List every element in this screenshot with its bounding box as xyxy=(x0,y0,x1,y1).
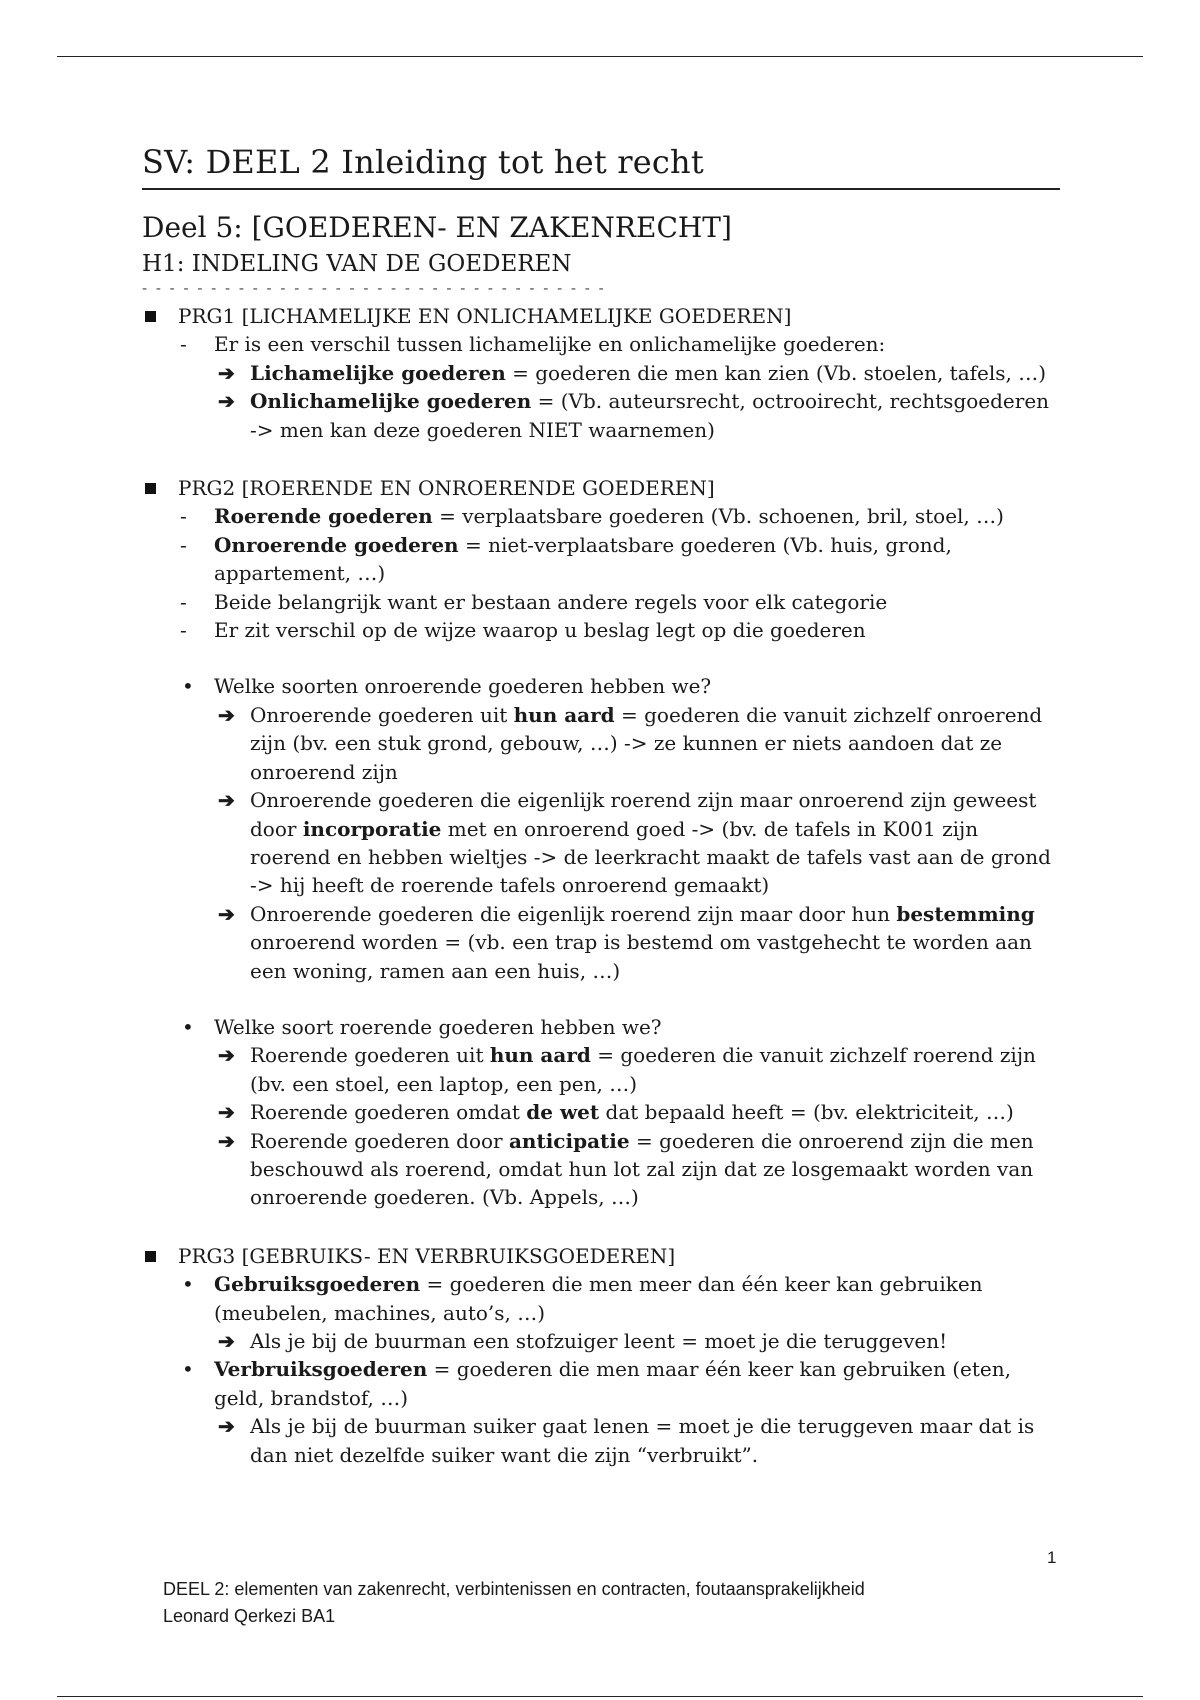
list-item: • Welke soort roerende goederen hebben we? xyxy=(142,1013,1060,1041)
dashed-separator: - - - - - - - - - - - - - - - - - - - - - - - - - - - - - - - - - - xyxy=(142,279,606,297)
list-item: ➔ Roerende goederen omdat de wet dat bepaald heeft = (bv. elektriciteit, …) xyxy=(142,1098,1060,1126)
chapter-heading: H1: INDELING VAN DE GOEDEREN xyxy=(142,251,572,277)
list-item: • Verbruiksgoederen = goederen die men maar één keer kan gebruiken (eten, geld, brandstof, …) xyxy=(182,1357,1011,1410)
dash-marker: - xyxy=(180,618,187,643)
square-bullet-icon xyxy=(145,483,156,494)
arrow-icon: ➔ xyxy=(218,788,235,813)
top-rule xyxy=(57,56,1143,57)
footer-line-course: DEEL 2: elementen van zakenrecht, verbintenissen en contracten, foutaansprakelijkheid xyxy=(163,1579,865,1599)
arrow-icon: ➔ xyxy=(218,1414,235,1439)
arrow-icon: ➔ xyxy=(218,1329,235,1353)
list-item: ➔ Lichamelijke goederen = goederen die men kan zien (Vb. stoelen, tafels, …) xyxy=(142,359,1060,387)
section-heading-prg2 xyxy=(142,474,1060,502)
document-title: SV: DEEL 2 Inleiding tot het recht xyxy=(142,140,1060,190)
list-item: ➔ Roerende goederen uit hun aard = goederen die vanuit zichzelf roerend zijn (bv. een stoel, een laptop, een pen, …) xyxy=(218,1043,1036,1096)
list-item: - Er is een verschil tussen lichamelijke en onlichamelijke goederen: xyxy=(142,330,1060,358)
list-item: - Onroerende goederen = niet-verplaatsbare goederen (Vb. huis, grond, appartement, …) xyxy=(180,532,952,586)
list-item: • Welke soorten onroerende goederen hebben we? xyxy=(142,672,1060,700)
arrow-icon: ➔ xyxy=(218,1128,235,1153)
arrow-icon: ➔ xyxy=(218,1043,235,1068)
arrow-icon: ➔ xyxy=(218,1100,235,1125)
dash-marker: - xyxy=(180,589,187,614)
arrow-icon: ➔ xyxy=(218,901,235,926)
bullet-icon: • xyxy=(182,1357,194,1382)
section-heading-prg3 xyxy=(142,1242,1060,1270)
square-bullet-icon xyxy=(145,311,156,322)
arrow-icon: ➔ xyxy=(218,360,235,385)
list-item: ➔ Roerende goederen door anticipatie = goederen die onroerend zijn die men beschouwd als roerend, omdat hun lot zal zijn dat ze losgemaakt worden van onroerende goederen. (Vb. Appels, …) xyxy=(218,1128,1034,1210)
bullet-icon: • xyxy=(182,674,194,699)
list-item: - Roerende goederen = verplaatsbare goederen (Vb. schoenen, bril, stoel, …) xyxy=(142,502,1060,530)
list-item: • Gebruiksgoederen = goederen die men meer dan één keer kan gebruiken (meubelen, machines, auto’s, …) xyxy=(182,1272,983,1325)
part-heading: Deel 5: [GOEDEREN- EN ZAKENRECHT] xyxy=(142,211,732,244)
list-item: ➔ Onroerende goederen die eigenlijk roerend zijn maar door hun bestemming onroerend worden = (vb. een trap is bestemd om vastgehecht te worden aan een woning, ramen aan een huis, …) xyxy=(218,901,1035,983)
dash-marker: - xyxy=(180,332,187,357)
list-item: - Er zit verschil op de wijze waarop u beslag legt op die goederen xyxy=(142,616,1060,644)
list-item: ➔ Als je bij de buurman een stofzuiger leent = moet je die teruggeven! xyxy=(142,1327,1060,1355)
footer-line-author: Leonard Qerkezi BA1 xyxy=(163,1606,336,1626)
dash-marker: - xyxy=(180,532,187,557)
document-body xyxy=(142,140,1060,1469)
square-bullet-icon xyxy=(145,1251,156,1262)
section-heading-text: PRG1 [LICHAMELIJKE EN ONLICHAMELIJKE GOEDEREN] xyxy=(178,304,792,328)
dash-marker: - xyxy=(180,504,187,529)
list-item: - Beide belangrijk want er bestaan andere regels voor elk categorie xyxy=(142,588,1060,616)
list-item: ➔ Onroerende goederen uit hun aard = goederen die vanuit zichzelf onroerend zijn (bv. een stuk grond, gebouw, …) -> ze kunnen er niets aandoen dat ze onroerend zijn xyxy=(218,702,1043,784)
section-heading-prg1 xyxy=(142,302,1060,330)
section-heading-text: PRG3 [GEBRUIKS- EN VERBRUIKSGOEDEREN] xyxy=(178,1243,676,1268)
list-item: ➔ Onlichamelijke goederen = (Vb. auteursrecht, octrooirecht, rechtsgoederen -> men kan deze goederen NIET waarnemen) xyxy=(218,389,1050,442)
bullet-icon: • xyxy=(182,1014,194,1039)
bottom-rule xyxy=(57,1696,1143,1697)
page-number: 1 xyxy=(1047,1548,1057,1567)
list-item: ➔ Onroerende goederen die eigenlijk roerend zijn maar onroerend zijn geweest door incorporatie met en onroerend goed -> (bv. de tafels in K001 zijn roerend en hebben wieltjes -> de leerkracht maakt de tafels vast aan de grond -> hij heeft de roerende tafels onroerend gemaakt) xyxy=(218,788,1051,898)
page-footer xyxy=(163,1576,865,1630)
bullet-icon: • xyxy=(182,1272,194,1297)
section-heading-text: PRG2 [ROERENDE EN ONROERENDE GOEDEREN] xyxy=(178,476,715,501)
arrow-icon: ➔ xyxy=(218,389,235,414)
list-item: ➔ Als je bij de buurman suiker gaat lenen = moet je die teruggeven maar dat is dan niet dezelfde suiker want die zijn “verbruikt”. xyxy=(218,1414,1035,1467)
arrow-icon: ➔ xyxy=(218,702,235,727)
